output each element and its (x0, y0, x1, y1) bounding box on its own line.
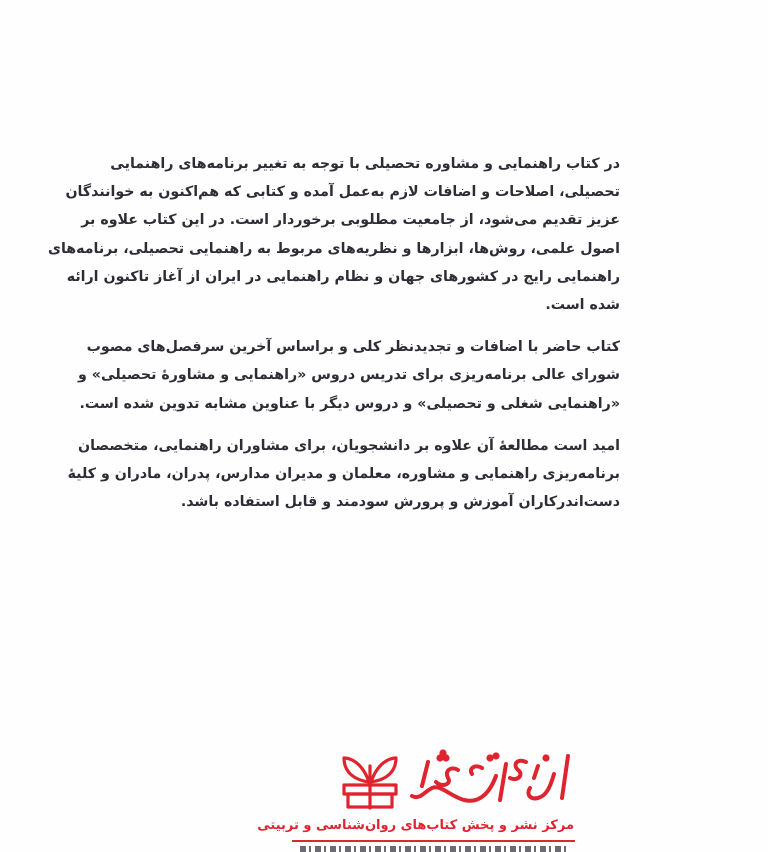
text-line: شورای عالی برنامه‌ریزی برای تدریس دروس «راهنمایی و مشاورهٔ تحصیلی» و (78, 367, 620, 384)
paragraph-2 (78, 333, 620, 418)
publisher-wordmark (412, 751, 568, 800)
paragraph-1 (47, 150, 620, 319)
paragraph-3 (67, 432, 620, 517)
publisher-tagline: مرکز نشر و پخش کتاب‌های روان‌شناسی و تربیتی (257, 818, 574, 833)
text-line: دست‌اندرکاران آموزش و پرورش سودمند و قابل استفاده باشد. (180, 494, 620, 511)
text-line: امید است مطالعهٔ آن علاوه بر دانشجویان، برای مشاوران راهنمایی، متخصصان (78, 437, 620, 454)
text-line: کتاب حاضر با اضافات و تجدیدنظر کلی و براساس آخرین سرفصل‌های مصوب (86, 339, 620, 356)
text-line: در کتاب راهنمایی و مشاوره تحصیلی با توجه به تغییر برنامه‌های راهنمایی (110, 156, 620, 172)
divider (292, 840, 575, 842)
text-line: عزیز تقدیم می‌شود، از جامعیت مطلوبی برخوردار است. در این کتاب علاوه بر (81, 212, 620, 229)
description-text (47, 150, 620, 530)
text-line: تحصیلی، اصلاحات و اضافات لازم به‌عمل آمده و کتابی که هم‌اکنون به خوانندگان (65, 184, 620, 201)
text-line: راهنمایی رایج در کشورهای جهان و نظام راهنمایی در ایران از آغاز تاکنون ارائه (66, 268, 620, 285)
text-line: برنامه‌ریزی راهنمایی و مشاوره، معلمان و مدیران مدارس، پدران، مادران و کلیهٔ (67, 466, 620, 483)
text-line: شده است. (545, 297, 620, 314)
text-line: «راهنمایی شغلی و تحصیلی» و دروس دیگر با عناوین مشابه تدوین شده است. (79, 395, 620, 412)
cropped-text-line (300, 846, 570, 852)
plant-gift-box-icon (344, 758, 396, 808)
publisher-logo (340, 748, 580, 810)
text-line: اصول علمی، روش‌ها، ابزارها و نظریه‌های مربوط به راهنمایی تحصیلی، برنامه‌های (47, 240, 620, 257)
